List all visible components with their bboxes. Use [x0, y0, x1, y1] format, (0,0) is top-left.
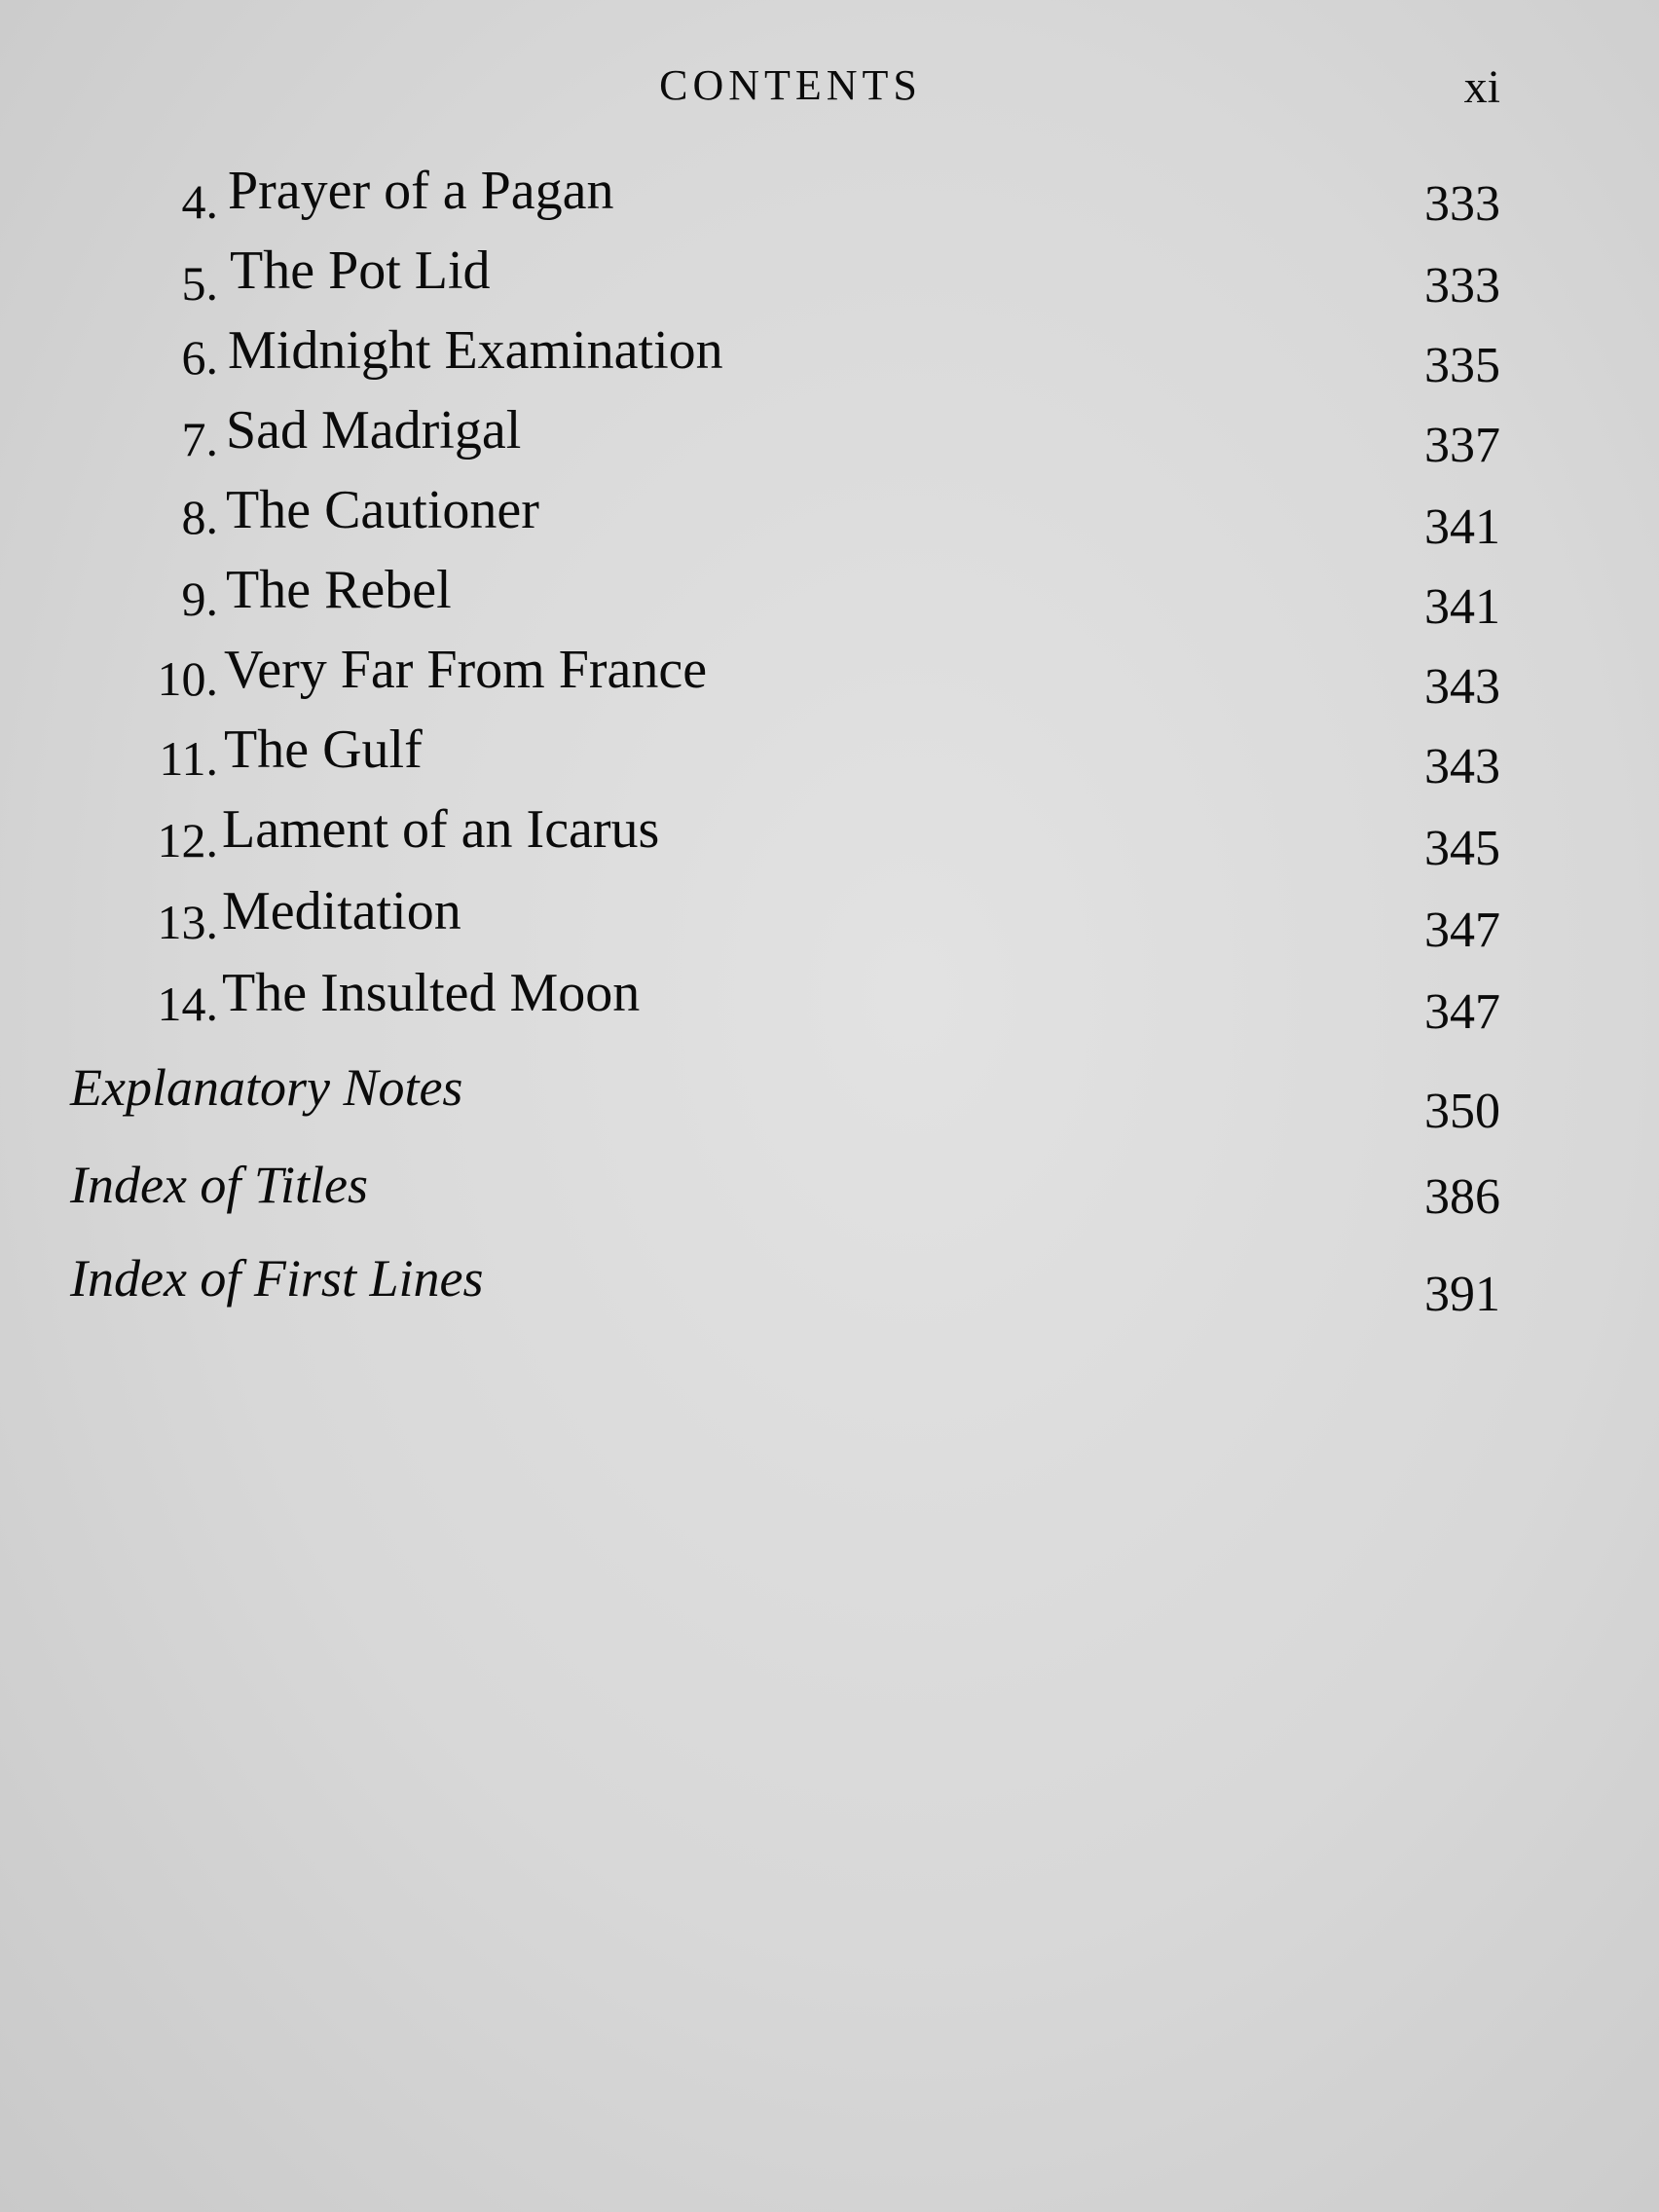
entry-number: 12. — [157, 813, 218, 867]
entry-title: Sad Madrigal — [226, 400, 522, 461]
entry-title: The Gulf — [224, 719, 423, 780]
entry-title: The Pot Lid — [230, 240, 491, 301]
entry-title: Prayer of a Pagan — [228, 161, 614, 221]
entry-page: 333 — [1424, 258, 1500, 313]
section-title: Index of First Lines — [70, 1249, 484, 1308]
entry-number: 5. — [181, 256, 218, 311]
entry-number: 6. — [181, 330, 218, 385]
entry-page: 335 — [1424, 338, 1500, 393]
entry-page: 333 — [1424, 176, 1500, 232]
entry-number: 13. — [157, 895, 218, 949]
entry-number: 11. — [159, 731, 218, 786]
entry-page: 343 — [1424, 739, 1500, 794]
entry-title: Very Far From France — [224, 640, 708, 700]
entry-title: Lament of an Icarus — [222, 799, 660, 860]
entry-number: 9. — [181, 571, 218, 626]
entry-number: 8. — [181, 490, 218, 544]
section-page: 386 — [1424, 1169, 1500, 1225]
entry-page: 341 — [1424, 579, 1500, 635]
entry-number: 4. — [181, 174, 218, 229]
section-page: 350 — [1424, 1084, 1500, 1139]
entry-title: Midnight Examination — [228, 320, 723, 381]
header-page-number: xi — [1463, 61, 1500, 113]
entry-number: 10. — [157, 651, 218, 706]
entry-title: The Rebel — [226, 560, 452, 620]
page-heading: CONTENTS — [659, 61, 922, 109]
entry-title: Meditation — [222, 881, 461, 941]
entry-page: 345 — [1424, 821, 1500, 876]
entry-page: 337 — [1424, 418, 1500, 473]
entry-page: 347 — [1424, 984, 1500, 1040]
entry-number: 7. — [181, 412, 218, 466]
section-page: 391 — [1424, 1267, 1500, 1322]
entry-page: 343 — [1424, 659, 1500, 715]
section-title: Index of Titles — [70, 1156, 368, 1214]
entry-page: 347 — [1424, 903, 1500, 958]
entry-page: 341 — [1424, 499, 1500, 555]
entry-title: The Insulted Moon — [222, 963, 641, 1023]
section-title: Explanatory Notes — [70, 1058, 463, 1117]
entry-number: 14. — [157, 977, 218, 1031]
entry-title: The Cautioner — [226, 480, 539, 540]
